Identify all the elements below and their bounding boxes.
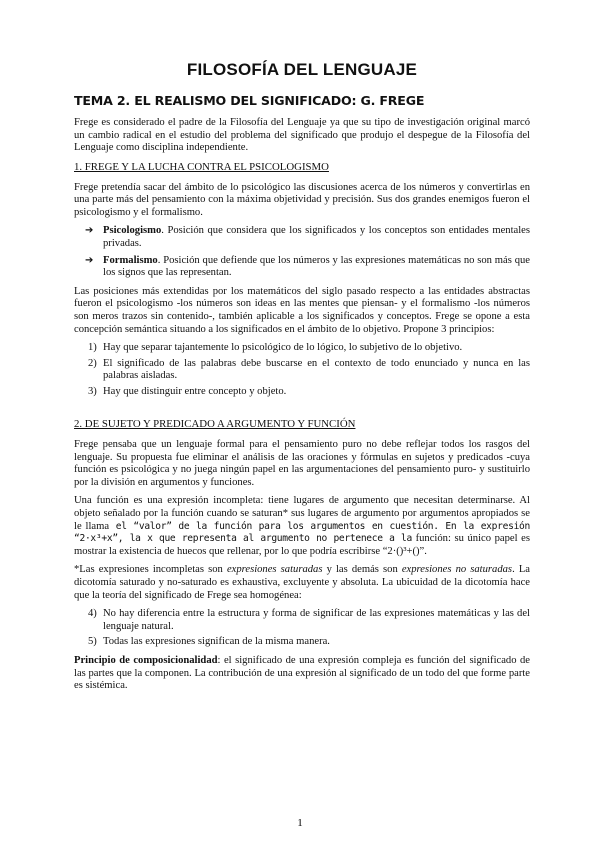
list-item-number: 1): [88, 342, 97, 354]
compositionality-paragraph: [74, 655, 530, 693]
note-italic: expresiones saturadas: [226, 564, 323, 576]
note-text: y las demás son: [322, 564, 402, 576]
list-item-term: Psicologismo: [103, 225, 162, 237]
principle-text: : el significado de una expresión compleja es función del significado de las partes que la componen. La contribución de una expresión al significado de un todo del que forme parte es sistémica.: [74, 654, 530, 692]
function-definition-end: función: su único papel es mostrar la existencia de huecos que rellenar, por lo que podría escribirse “2·()³+()”.: [74, 533, 530, 557]
note-text: *Las expresiones incompletas son: [74, 564, 227, 576]
homogeneity-list: [74, 608, 530, 649]
section-1-paragraph-2: Las posiciones más extendidas por los matemáticos del siglo pasado respecto a las entidades abstractas fueron el psicologismo -los números son ideas en las mentes que piensan- y el formalismo -los números son meros trazos sin contenido-, también aplicable a los significados y conceptos. Frege se opone a esta concepción semántica situando a los significados en el ámbito de lo objetivo. Propone 3 principios:: [74, 285, 530, 335]
arrow-right-icon: ➔: [85, 254, 94, 266]
list-item-text: Hay que separar tajantemente lo psicológico de lo lógico, lo subjetivo de lo objetivo.: [103, 342, 463, 354]
intro-paragraph: Frege es considerado el padre de la Filosofía del Lenguaje ya que su tipo de investigación original marcó un cambio radical en el estudio del problema del significado que produjo el despegue de la Filosofía del Lenguaje como disciplina independiente.: [74, 117, 530, 154]
enemies-list: [74, 225, 530, 279]
section-1-heading: 1. FREGE Y LA LUCHA CONTRA EL PSICOLOGISMO: [74, 160, 329, 173]
section-2-heading: 2. DE SUJETO Y PREDICADO A ARGUMENTO Y FUNCIÓN: [74, 418, 356, 431]
function-definition-text: Una función es una expresión incompleta: tiene lugares de argumento que necesitan determinarse. Al objeto señalado por la función cuando se saturan* sus lugares de argumento por argumentos apropiados se le llama: [74, 495, 530, 532]
principle-term: Principio de composicionalidad: [74, 654, 218, 666]
principles-list: [74, 342, 530, 398]
tema-heading: TEMA 2. EL REALISMO DEL SIGNIFICADO: G. FREGE: [74, 92, 425, 108]
section-2-paragraph-2: [74, 495, 530, 558]
list-item-text: . Posición que defiende que los números y las expresiones matemáticas no son más que los signos que las representan.: [103, 254, 530, 279]
list-item-term: Formalismo: [103, 254, 158, 266]
section-2-paragraph-1: Frege pensaba que un lenguaje formal para el pensamiento puro no debe reflejar todos los rasgos del lenguaje. Su propuesta fue eliminar el análisis de las oraciones y fórmulas en sujetos y predicados -cuya función es psicológica y no juega ningún papel en las argumentaciones del pensamiento puro- y sustituirlo por la división en argumentos y funciones.: [74, 439, 530, 488]
list-item-text: Hay que distinguir entre concepto y objeto.: [103, 385, 287, 397]
list-item: [74, 636, 530, 649]
list-item-text: Todas las expresiones significan de la misma manera.: [103, 636, 330, 648]
list-item-number: 4): [88, 608, 97, 620]
list-item: [74, 255, 530, 280]
list-item-number: 3): [88, 385, 97, 397]
document-page: [74, 62, 530, 699]
list-item-text: El significado de las palabras debe buscarse en el contexto de todo enunciado y nunca en las palabras aisladas.: [103, 357, 530, 382]
saturation-note: [74, 564, 530, 602]
list-item: [74, 608, 530, 633]
page-number: 1: [297, 817, 303, 829]
note-text: . La dicotomía saturado y no-saturado es exhaustiva, excluyente y absoluta. La ubicuidad de la dicotomía hace que la teoría del significado de Frege sea homogénea:: [74, 564, 530, 601]
document-title: FILOSOFÍA DEL LENGUAJE: [186, 60, 418, 79]
handwritten-text: el “valor” de la función para los argumentos en cuestión. En la expresión “2·x³+x”, la x que representa al argumento no pertenece a la: [74, 520, 530, 545]
list-item-text: No hay diferencia entre la estructura y forma de significar de las expresiones matemáticas y las del lenguaje natural.: [103, 608, 530, 632]
list-item: [74, 342, 530, 355]
list-item: [74, 225, 530, 250]
note-italic: expresiones no saturadas: [401, 564, 513, 576]
arrow-right-icon: ➔: [85, 225, 94, 237]
section-1-paragraph-1: Frege pretendía sacar del ámbito de lo psicológico las discusiones acerca de los números y convertirlas en una parte más del pensamiento con la máxima objetividad y precisión. Sus dos grandes enemigos fueron el psicologismo y el formalismo.: [74, 181, 530, 218]
list-item-number: 2): [88, 357, 97, 369]
list-item-text: . Posición que considera que los significados y los conceptos son entidades mentales privadas.: [103, 225, 530, 249]
list-item: [74, 386, 530, 399]
list-item-number: 5): [88, 636, 97, 648]
list-item: [74, 358, 530, 383]
